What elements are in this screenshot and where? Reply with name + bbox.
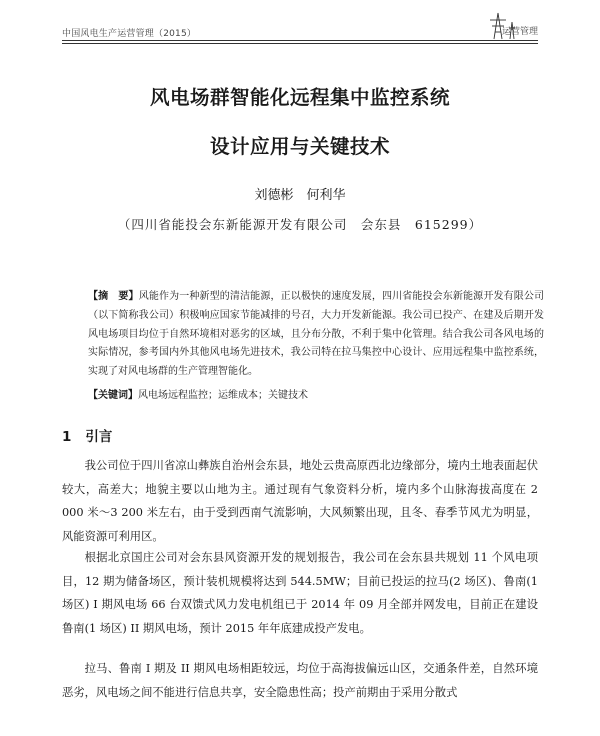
section-number: 1 xyxy=(62,429,72,445)
abstract-text: 风能作为一种新型的清洁能源，正以极快的速度发展，四川省能投会东新能源开发有限公司（以下简称我公司）积极响应国家节能减排的号召，大力开发新能源。我公司已投产、在建及后期开发风电场项目均位于自然环境相对恶劣的区域，且分布分散，不利于集中化管理。结合我公司各风电场的实际情况，参考国内外其他风电场先进技术，我公司特在拉马集控中心设计、应用远程集中监控系统，实现了对风电场群的生产管理智能化。 xyxy=(88,291,545,378)
paper-title-line1: 风电场群智能化远程集中监控系统 xyxy=(149,86,450,109)
authors: 刘德彬 何利华 xyxy=(254,188,346,203)
section-heading xyxy=(62,425,112,445)
section-header: 运营管理 xyxy=(501,27,538,37)
body-paragraph: 拉马、鲁南 I 期及 II 期风电场相距较远，均位于高海拔偏远山区，交通条件差，自然环境恶劣，风电场之间不能进行信息共享，安全隐患性高；投产前期由于采用分散式 xyxy=(62,662,538,699)
affiliation: （四川省能投会东新能源开发有限公司 会东县 615299） xyxy=(117,217,483,232)
paper-title-line2: 设计应用与关键技术 xyxy=(209,135,390,158)
keywords-text: 风电场远程监控；运维成本；关键技术 xyxy=(138,390,308,401)
abstract-label: 【摘 要】 xyxy=(88,291,139,302)
journal-header: 中国风电生产运营管理（2015） xyxy=(62,29,197,39)
body-paragraph: 我公司位于四川省凉山彝族自治州会东县，地处云贵高原西北边缘部分，境内土地表面起伏较大，高差大；地貌主要以山地为主。通过现有气象资料分析，境内多个山脉海拔高度在 2 000 米～3 200 米左右，由于受到西南气流影响，大风频繁出现，且冬、春季节风尤为明显，风能资源可利用区。 xyxy=(62,459,538,543)
body-paragraph: 根据北京国庄公司对会东县风资源开发的规划报告，我公司在会东县共规划 11 个风电项目，12 期为储备场区，预计装机规模将达到 544.5MW；目前已投运的拉马(2 场区)、鲁南(1 场区) I 期风电场 66 台双馈式风力发电机组已于 2014 年 09 月全部并网发电，目前正在建设鲁南(1 场区) II 期风电场，预计 2015 年年底建成投产发电。 xyxy=(62,551,538,635)
keywords-label: 【关键词】 xyxy=(88,390,138,401)
header-rule xyxy=(62,40,538,41)
header-rule-thin xyxy=(62,43,538,44)
keywords xyxy=(88,387,544,405)
abstract xyxy=(88,288,544,382)
section-title: 引言 xyxy=(85,429,113,445)
